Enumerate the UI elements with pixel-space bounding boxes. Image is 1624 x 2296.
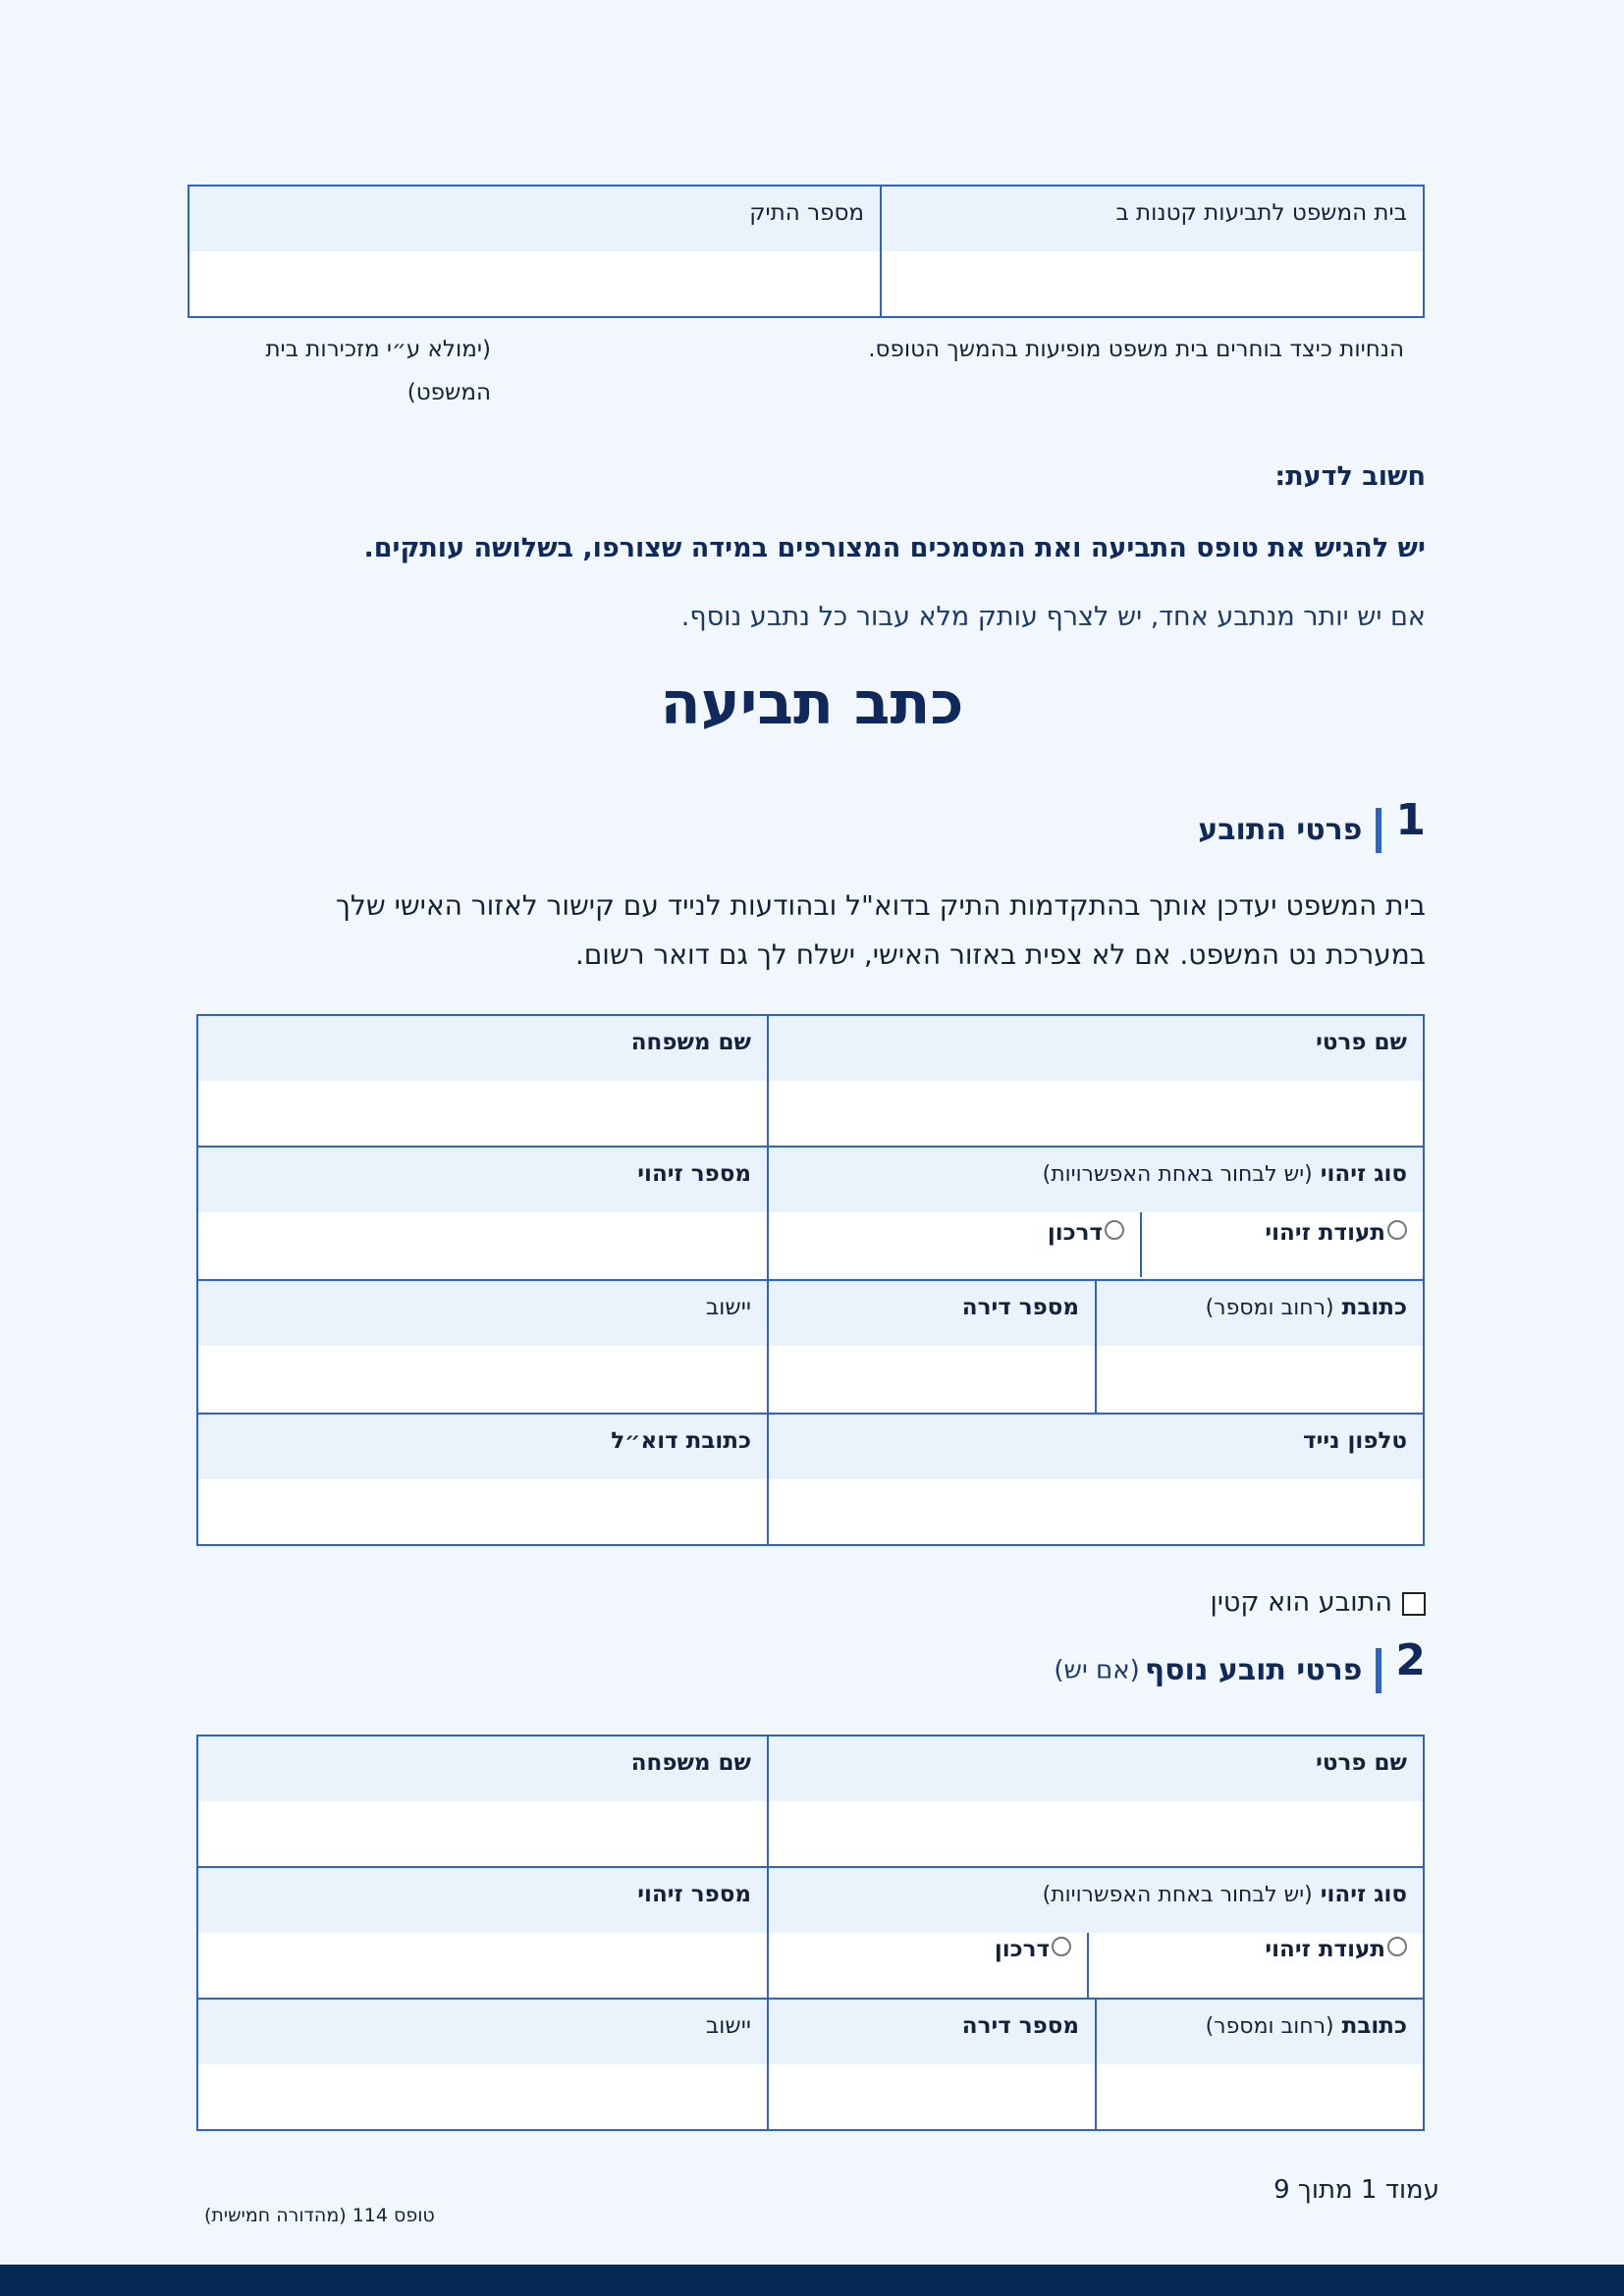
minor-checkbox-row[interactable] bbox=[1210, 1587, 1426, 1618]
s2-address-title: כתובת bbox=[1341, 2013, 1407, 2039]
case-header-table bbox=[188, 185, 1425, 318]
court-cell bbox=[881, 186, 1424, 317]
id-card-radio[interactable] bbox=[1387, 1220, 1407, 1240]
s2-city-label: יישוב bbox=[198, 2000, 767, 2064]
s2-id-type-title: סוג זיהוי bbox=[1320, 1882, 1407, 1907]
id-number-label: מספר זיהוי bbox=[198, 1148, 767, 1212]
id-number-cell bbox=[197, 1147, 768, 1280]
case-number-field[interactable] bbox=[189, 251, 880, 316]
s2-last-name-field[interactable] bbox=[198, 1801, 767, 1866]
court-field[interactable] bbox=[882, 251, 1423, 316]
apartment-cell bbox=[768, 1280, 1096, 1414]
email-label: כתובת דוא״ל bbox=[198, 1415, 767, 1479]
section-2-number: 2 bbox=[1395, 1635, 1426, 1685]
first-name-field[interactable] bbox=[769, 1081, 1423, 1146]
address-title: כתובת bbox=[1341, 1295, 1407, 1320]
section-1-intro-line-1: בית המשפט יעדכן אותך בהתקדמות התיק בדוא"ל ובהודעות לנייד עם קישור לאזור האישי שלך bbox=[335, 889, 1426, 922]
passport-option[interactable] bbox=[769, 1212, 1140, 1277]
section-1-title: פרטי התובע bbox=[1198, 813, 1363, 847]
apartment-label: מספר דירה bbox=[769, 1281, 1095, 1346]
address-cell bbox=[1096, 1280, 1424, 1414]
s2-id-type-cell bbox=[768, 1867, 1424, 1999]
form-id: טופס 114 (מהדורה חמישית) bbox=[204, 2205, 435, 2226]
s2-id-number-label: מספר זיהוי bbox=[198, 1868, 767, 1933]
additional-plaintiff-table bbox=[196, 1735, 1425, 2131]
city-label: יישוב bbox=[198, 1281, 767, 1346]
section-2-title: פרטי תובע נוסף bbox=[1144, 1653, 1363, 1687]
first-name-cell bbox=[768, 1015, 1424, 1147]
section-2-heading bbox=[1054, 1635, 1426, 1693]
case-number-note: (ימולא ע״י מזכירות בית המשפט) bbox=[265, 337, 491, 405]
s2-id-card-radio[interactable] bbox=[1387, 1937, 1407, 1956]
case-number-cell bbox=[189, 186, 881, 317]
page-title: כתב תביעה bbox=[660, 669, 964, 738]
section-2-bar bbox=[1376, 1648, 1381, 1693]
city-field[interactable] bbox=[198, 1346, 767, 1413]
first-name-label: שם פרטי bbox=[769, 1016, 1423, 1081]
section-1-intro-line-2: במערכת נט המשפט. אם לא צפית באזור האישי, ישלח לך גם דואר רשום. bbox=[574, 938, 1426, 971]
city-cell bbox=[197, 1280, 768, 1414]
email-cell bbox=[197, 1414, 768, 1545]
s2-first-name-field[interactable] bbox=[769, 1801, 1423, 1866]
passport-label: דרכון bbox=[1047, 1220, 1103, 1246]
s2-first-name-label: שם פרטי bbox=[769, 1736, 1423, 1801]
s2-last-name-label: שם משפחה bbox=[198, 1736, 767, 1801]
important-line: אם יש יותר מנתבע אחד, יש לצרף עותק מלא עבור כל נתבע נוסף. bbox=[680, 602, 1426, 632]
s2-id-card-label: תעודת זיהוי bbox=[1265, 1937, 1385, 1962]
id-type-note: (יש לבחור באחת האפשרויות) bbox=[1042, 1162, 1313, 1187]
last-name-cell bbox=[197, 1015, 768, 1147]
plaintiff-table bbox=[196, 1014, 1425, 1546]
id-type-label bbox=[769, 1148, 1423, 1212]
mobile-label: טלפון נייד bbox=[769, 1415, 1423, 1479]
court-note: הנחיות כיצד בוחרים בית משפט מופיעות בהמשך הטופס. bbox=[868, 337, 1404, 362]
section-2-title-note: (אם יש) bbox=[1054, 1655, 1140, 1685]
s2-id-type-label bbox=[769, 1868, 1423, 1933]
email-field[interactable] bbox=[198, 1479, 767, 1544]
s2-address-cell bbox=[1096, 1999, 1424, 2130]
s2-first-name-cell bbox=[768, 1735, 1424, 1867]
section-1-heading bbox=[1198, 795, 1426, 853]
s2-apartment-cell bbox=[768, 1999, 1096, 2130]
s2-city-cell bbox=[197, 1999, 768, 2130]
last-name-field[interactable] bbox=[198, 1081, 767, 1146]
id-type-title: סוג זיהוי bbox=[1320, 1161, 1407, 1187]
s2-passport-label: דרכון bbox=[994, 1937, 1050, 1962]
s2-id-card-option[interactable] bbox=[1087, 1933, 1423, 1998]
minor-checkbox[interactable] bbox=[1402, 1592, 1426, 1616]
address-field[interactable] bbox=[1097, 1346, 1423, 1413]
apartment-field[interactable] bbox=[769, 1346, 1095, 1413]
s2-address-note: (רחוב ומספר) bbox=[1205, 2014, 1334, 2039]
s2-passport-radio[interactable] bbox=[1052, 1937, 1071, 1956]
id-card-option[interactable] bbox=[1140, 1212, 1423, 1277]
case-number-label: מספר התיק bbox=[189, 187, 880, 251]
minor-checkbox-label: התובע הוא קטין bbox=[1210, 1587, 1392, 1618]
important-bold-line: יש להגיש את טופס התביעה ואת המסמכים המצורפים במידה שצורפו, בשלושה עותקים. bbox=[363, 533, 1426, 563]
section-1-bar bbox=[1376, 808, 1381, 853]
s2-id-number-field[interactable] bbox=[198, 1933, 767, 1998]
bottom-bar bbox=[0, 2265, 1624, 2296]
s2-id-number-cell bbox=[197, 1867, 768, 1999]
s2-apartment-field[interactable] bbox=[769, 2064, 1095, 2129]
s2-apartment-label: מספר דירה bbox=[769, 2000, 1095, 2064]
important-heading: חשוב לדעת: bbox=[1274, 461, 1426, 492]
court-label: בית המשפט לתביעות קטנות ב bbox=[882, 187, 1423, 251]
address-label bbox=[1097, 1281, 1423, 1346]
s2-id-type-note: (יש לבחור באחת האפשרויות) bbox=[1042, 1883, 1313, 1907]
s2-city-field[interactable] bbox=[198, 2064, 767, 2129]
section-1-intro bbox=[336, 881, 1426, 980]
address-note: (רחוב ומספר) bbox=[1205, 1296, 1334, 1320]
id-type-cell bbox=[768, 1147, 1424, 1280]
passport-radio[interactable] bbox=[1105, 1220, 1124, 1240]
mobile-field[interactable] bbox=[769, 1479, 1423, 1544]
id-card-label: תעודת זיהוי bbox=[1265, 1220, 1385, 1246]
page-number: עמוד 1 מתוך 9 bbox=[1273, 2175, 1439, 2205]
s2-address-field[interactable] bbox=[1097, 2064, 1423, 2129]
s2-last-name-cell bbox=[197, 1735, 768, 1867]
id-number-field[interactable] bbox=[198, 1212, 767, 1279]
s2-address-label bbox=[1097, 2000, 1423, 2064]
s2-passport-option[interactable] bbox=[769, 1933, 1087, 1998]
section-1-number: 1 bbox=[1395, 795, 1426, 845]
mobile-cell bbox=[768, 1414, 1424, 1545]
last-name-label: שם משפחה bbox=[198, 1016, 767, 1081]
